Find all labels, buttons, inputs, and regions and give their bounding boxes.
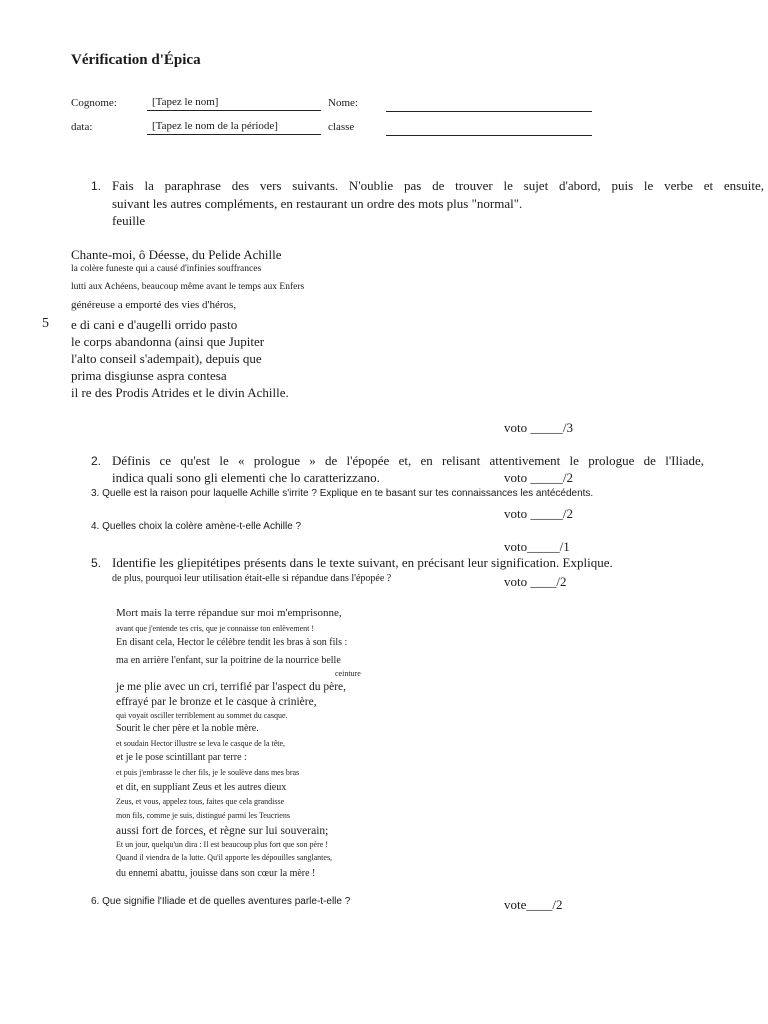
q1-line2: suivant les autres compléments, en restaurant un ordre des mots plus "normal".	[112, 196, 523, 211]
poem2-line: Et un jour, quelqu'un dira : Il est beaucoup plus fort que son père !	[116, 840, 328, 849]
poem1-line: généreuse a emporté des vies d'héros,	[71, 299, 237, 311]
name-field[interactable]	[386, 97, 592, 112]
poem2-line: qui voyait osciller terriblement au sommet du casque.	[116, 711, 288, 720]
poem2-line: et je le pose scintillant par terre :	[116, 752, 247, 763]
poem1-line-number: 5	[42, 316, 49, 331]
poem1-line: Chante-moi, ô Déesse, du Pelide Achille	[71, 247, 282, 262]
vote-field-3[interactable]: voto _____/2	[504, 506, 573, 521]
q1-number: 1.	[91, 179, 102, 193]
poem1-line: lutti aux Achéens, beaucoup même avant le temps aux Enfers	[71, 282, 305, 292]
q5-line1: Identifie les gliepitétipes présents dans le texte suivant, en précisant leur signification. Explique.	[112, 555, 613, 570]
poem2-line: ceinture	[335, 669, 361, 678]
surname-field[interactable]	[147, 96, 321, 111]
vote-field-4[interactable]: voto_____/1	[504, 539, 570, 554]
class-field[interactable]	[386, 121, 592, 136]
poem2-line: je me plie avec un cri, terrifié par l'aspect du père,	[116, 681, 347, 693]
vote-field-1[interactable]: voto _____/3	[504, 420, 573, 435]
poem2-line: du ennemi abattu, jouisse dans son cœur la mère !	[116, 868, 316, 879]
poem2-line: Sourit le cher père et la noble mère.	[116, 723, 259, 734]
poem2-line: Zeus, et vous, appelez tous, faites que cela grandisse	[116, 797, 285, 806]
q5-line2: de plus, pourquoi leur utilisation était-elle si répandue dans l'épopée ?	[112, 573, 392, 584]
poem2-line: effrayé par le bronze et le casque à crinière,	[116, 696, 317, 708]
date-value: [Tapez le nom de la période]	[152, 120, 278, 132]
q5-number: 5.	[91, 556, 102, 570]
q4-text: 4. Quelles choix la colère amène-t-elle Achille ?	[91, 521, 302, 532]
poem2-line: et dit, en suppliant Zeus et les autres dieux	[116, 782, 287, 793]
vote-field-6[interactable]: vote____/2	[504, 897, 563, 912]
name-label: Nome:	[328, 97, 358, 109]
q2-line1: Définis ce qu'est le « prologue » de l'épopée et, en relisant attentivement le prologue de l'Iliade,	[112, 453, 704, 468]
poem1-line: e di cani e d'augelli orrido pasto	[71, 317, 238, 332]
poem2-line: mon fils, comme je suis, distingué parmi les Teucriens	[116, 811, 290, 820]
poem2-line: En disant cela, Hector le célèbre tendit les bras à son fils :	[116, 637, 348, 648]
poem1-line: il re des Prodis Atrides et le divin Achille.	[71, 385, 289, 400]
poem1-line: l'alto conseil s'adempait), depuis que	[71, 351, 262, 366]
poem2-line: et soudain Hector illustre se leva le casque de la tête,	[116, 739, 286, 748]
surname-label: Cognome:	[71, 97, 117, 109]
q1-line3: feuille	[112, 213, 146, 228]
surname-value: [Tapez le nom]	[152, 96, 219, 108]
q3-text: 3. Quelle est la raison pour laquelle Achille s'irrite ? Explique en te basant sur tes connaissances les antécédents.	[91, 488, 594, 499]
poem2-line: Mort mais la terre répandue sur moi m'emprisonne,	[116, 607, 342, 619]
poem1-line: prima disgiunse aspra contesa	[71, 368, 227, 383]
poem2-line: aussi fort de forces, et règne sur lui souverain;	[116, 825, 329, 837]
vote-field-5[interactable]: voto ____/2	[504, 574, 567, 589]
poem2-line: et puis j'embrasse le cher fils, je le soulève dans mes bras	[116, 768, 300, 777]
vote-field-2[interactable]: voto _____/2	[504, 470, 573, 485]
q2-line2: indica quali sono gli elementi che lo caratterizzano.	[112, 470, 380, 485]
q2-number: 2.	[91, 454, 102, 468]
poem2-line: Quand il viendra de la lutte. Qu'il apporte les dépouilles sanglantes,	[116, 853, 333, 862]
poem1-line: la colère funeste qui a causé d'infinies souffrances	[71, 264, 262, 274]
page-title: Vérification d'Épica	[71, 52, 201, 68]
poem2-line: avant que j'entende tes cris, que je connaisse ton enlèvement !	[116, 624, 315, 633]
date-label: data:	[71, 121, 93, 133]
q6-text: 6. Que signifie l'Iliade et de quelles aventures parle-t-elle ?	[91, 896, 351, 907]
poem1-line: le corps abandonna (ainsi que Jupiter	[71, 334, 265, 349]
class-label: classe	[328, 121, 355, 133]
q1-line1: Fais la paraphrase des vers suivants. N'oublie pas de trouver le sujet d'abord, puis le verbe et ensuite,	[112, 178, 764, 193]
poem2-line: ma en arrière l'enfant, sur la poitrine de la nourrice belle	[116, 655, 341, 666]
date-field[interactable]	[147, 120, 321, 135]
